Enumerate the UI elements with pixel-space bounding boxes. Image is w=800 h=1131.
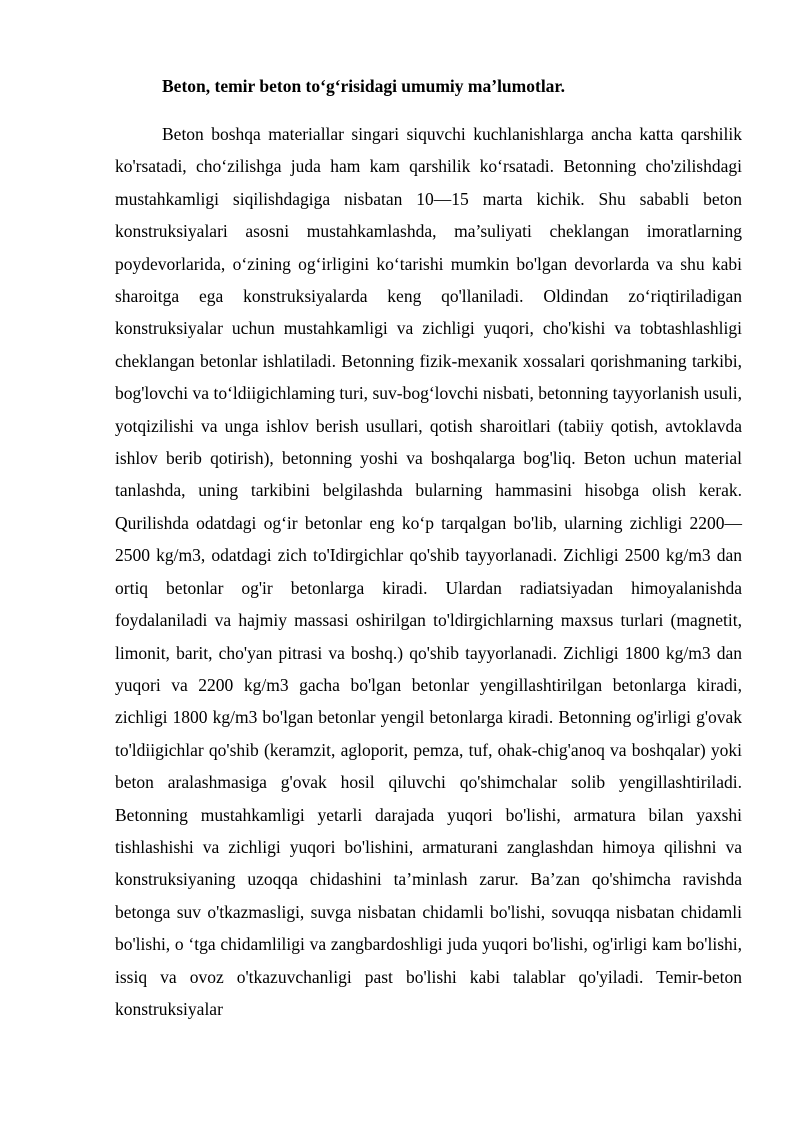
body-paragraph: Beton boshqa materiallar singari siquvchi kuchlanishlarga ancha katta qarshilik ko'rsatadi, cho‘zilishga juda ham kam qarshilik ko‘rsatadi. Betonning cho'zilishdagi mustahkamligi siqilishdagiga nisbatan 10—15 marta kichik. Shu sababli beton konstruksiyalari asosni mustahkamlashda, ma’suliyati cheklangan imoratlarning poydevorlarida, o‘zining og‘irligini ko‘tarishi mumkin bo'lgan devorlarda va shu kabi sharoitga ega konstruksiyalarda keng qo'llaniladi. Oldindan zo‘riqtiriladigan konstruksiyalar uchun mustahkamligi va zichligi yuqori, cho'kishi va tobtashlashligi cheklangan betonlar ishlatiladi. Betonning fizik-mexanik xossalari qorishmaning tarkibi, bog'lovchi va to‘ldiigichlaming turi, suv-bog‘lovchi nisbati, betonning tayyorlanish usuli, yotqizilishi va unga ishlov berish usullari, qotish sharoitlari (tabiiy qotish, avtoklavda ishlov berib qotirish), betonning yoshi va boshqalarga bog'liq. Beton uchun material tanlashda, uning tarkibini belgilashda bularning hammasini hisobga olish kerak. Qurilishda odatdagi og‘ir betonlar eng ko‘p tarqalgan bo'lib, ularning zichligi 2200—2500 kg/m3, odatdagi zich to'Idirgichlar qo'shib tayyorlanadi. Zichligi 2500 kg/m3 dan ortiq betonlar og'ir betonlarga kiradi. Ulardan radiatsiyadan himoyalanishda foydalaniladi va hajmiy massasi oshirilgan to'ldirgichlarning maxsus turlari (magnetit, limonit, barit, cho'yan pitrasi va boshq.) qo'shib tayyorlanadi. Zichligi 1800 kg/m3 dan yuqori va 2200 kg/m3 gacha bo'lgan betonlar yengillashtirilgan betonlarga kiradi, zichligi 1800 kg/m3 bo'lgan betonlar yengil betonlarga kiradi. Betonning og'irligi g'ovak to'ldiigichlar qo'shib (keramzit, agloporit, pemza, tuf, ohak-chig'anoq va boshqalar) yoki beton aralashmasiga g'ovak hosil qiluvchi qo'shimchalar solib yengillashtiriladi. Betonning mustahkamligi yetarli darajada yuqori bo'lishi, armatura bilan yaxshi tishlashishi va zichligi yuqori bo'lishini, armaturani zanglashdan himoya qilishni va konstruksiyaning uzoqqa chidashini ta’minlash zarur. Ba’zan qo'shimcha ravishda betonga suv o'tkazmasligi, suvga nisbatan chidamli bo'lishi, sovuqqa nisbatan chidamli bo'lishi, o ‘tga chidamliligi va zangbardoshligi juda yuqori bo'lishi, og'irligi kam bo'lishi, issiq va ovoz o'tkazuvchanligi past bo'lishi kabi talablar qo'yiladi. Temir-beton konstruksiyalar bbox=[115, 124, 742, 1019]
document-title: Beton, temir beton to‘g‘risidagi umumiy ma’lumotlar. bbox=[162, 76, 565, 96]
